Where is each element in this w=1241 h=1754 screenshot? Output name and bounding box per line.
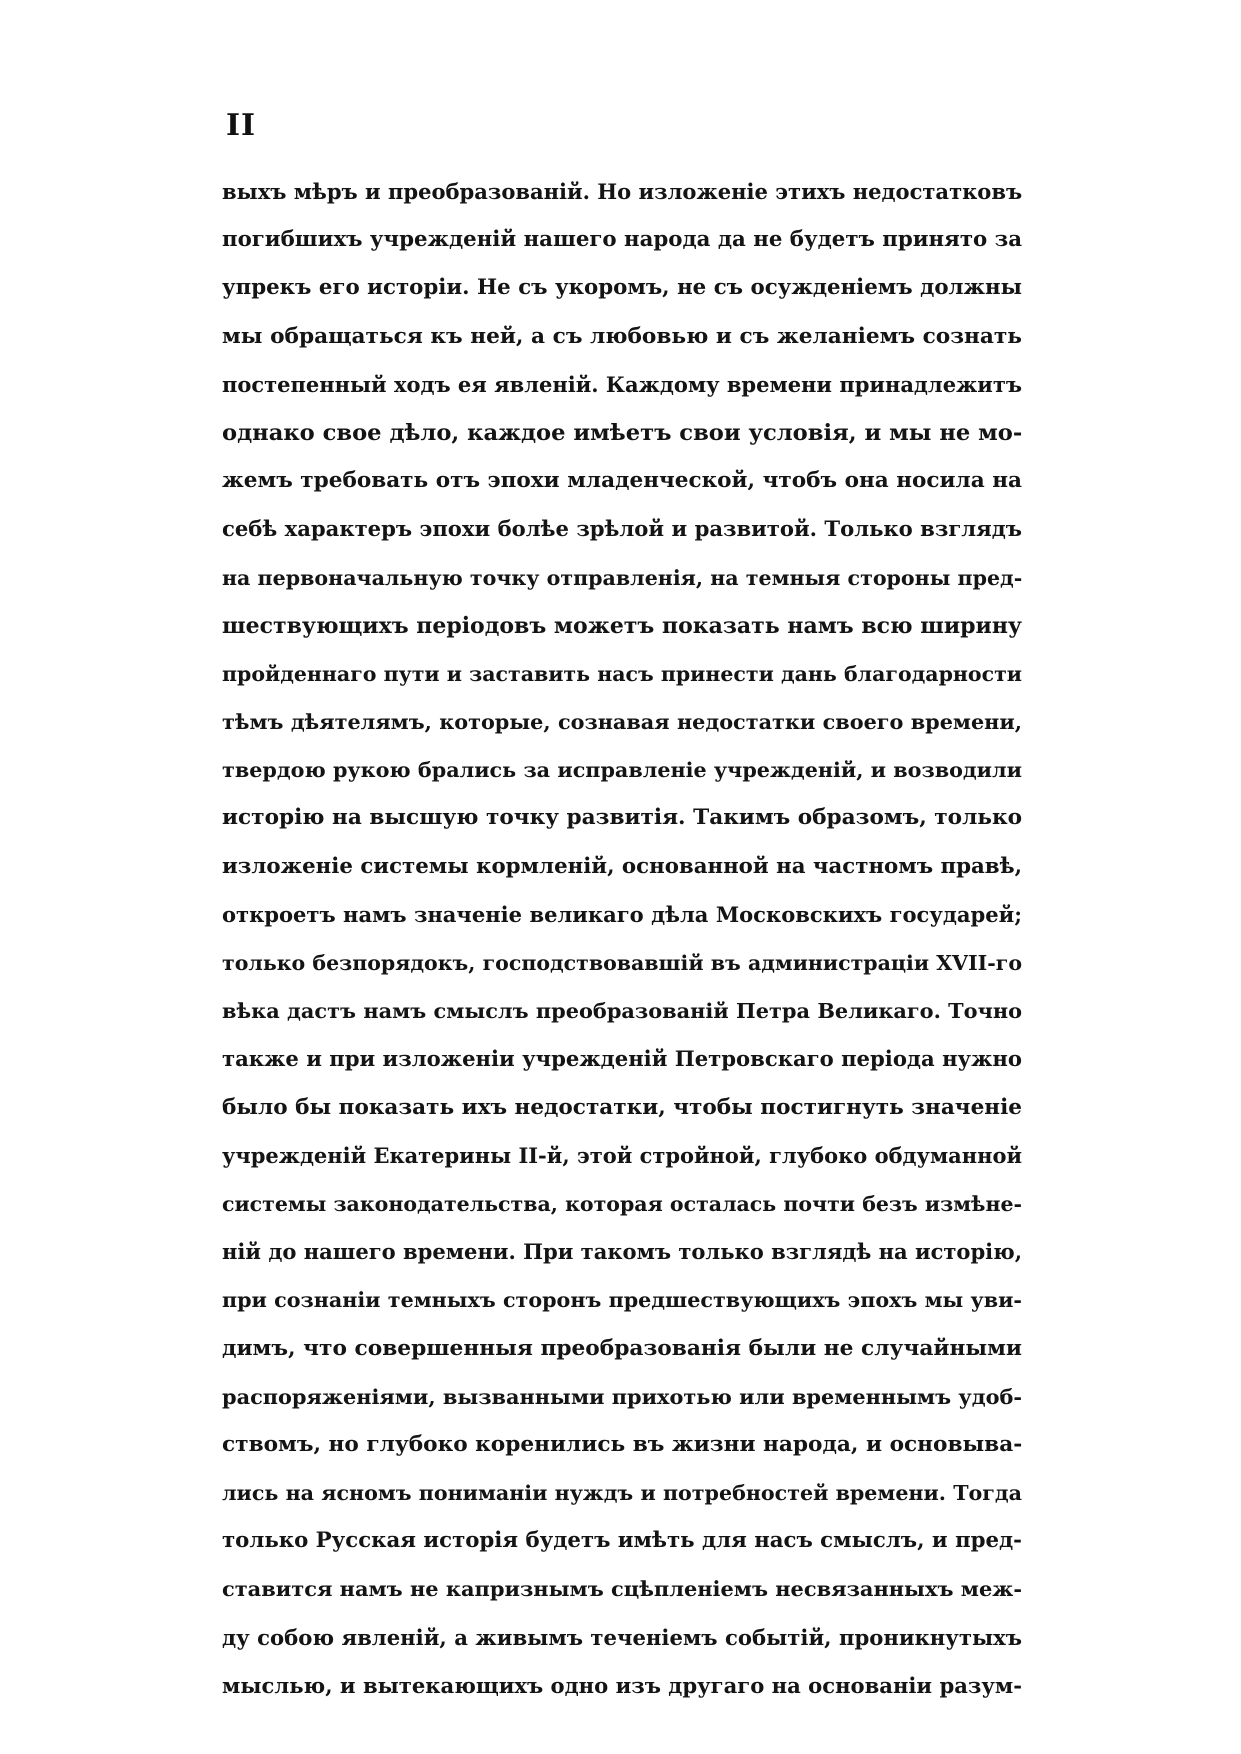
text-line: лись на ясномъ пониманіи нуждъ и потребностей времени. Тогда (222, 1481, 1022, 1506)
text-line: упрекъ его исторіи. Не съ укоромъ, не съ осужденіемъ должны (222, 275, 1022, 301)
text-line: выхъ мѣръ и преобразованій. Но изложеніе этихъ недостатковъ (222, 179, 1022, 204)
text-line: также и при изложеніи учрежденій Петровскаго періода нужно (222, 1046, 1022, 1072)
text-line: однако свое дѣло, каждое имѣетъ свои условія, и мы не мо- (222, 419, 1022, 446)
text-line: постепенный ходъ ея явленій. Каждому времени принадлежитъ (222, 371, 1022, 397)
text-line: ду собою явленій, а живымъ теченіемъ событій, проникнутыхъ (222, 1624, 1022, 1650)
text-line: мы обращаться къ ней, а съ любовью и съ желаніемъ сознать (222, 323, 1022, 349)
text-line: погибшихъ учрежденій нашего народа да не будетъ принято за (222, 227, 1022, 253)
text-line: ставится намъ не капризнымъ сцѣпленіемъ несвязанныхъ меж- (222, 1576, 1022, 1602)
text-line: ствомъ, но глубоко коренились въ жизни народа, и основыва- (222, 1431, 1022, 1457)
text-line: себѣ характеръ эпохи болѣе зрѣлой и развитой. Только взглядъ (222, 516, 1022, 542)
page-number: II (226, 108, 257, 143)
text-line: твердою рукою брались за исправленіе учрежденій, и возводили (222, 758, 1022, 783)
text-line: системы законодательства, которая осталась почти безъ измѣне- (222, 1191, 1022, 1216)
text-line: мыслью, и вытекающихъ одно изъ другаго на основаніи разум- (222, 1672, 1022, 1698)
text-line: тѣмъ дѣятелямъ, которые, сознавая недостатки своего времени, (222, 709, 1022, 735)
text-line: ній до нашего времени. При такомъ только взглядѣ на исторію, (222, 1239, 1022, 1265)
text-line: жемъ требовать отъ эпохи младенческой, чтобъ она носила на (222, 468, 1022, 494)
text-line: откроетъ намъ значеніе великаго дѣла Московскихъ государей; (222, 901, 1022, 927)
text-line: димъ, что совершенныя преобразованія были не случайными (222, 1335, 1022, 1361)
text-line: было бы показать ихъ недостатки, чтобы постигнуть значеніе (222, 1094, 1022, 1120)
text-line: распоряженіями, вызванными прихотью или временнымъ удоб- (222, 1383, 1022, 1409)
text-line: на первоначальную точку отправленія, на темныя стороны пред- (222, 565, 1022, 590)
text-line: только безпорядокъ, господствовавшій въ администраціи XVII-го (222, 951, 1022, 975)
text-line: только Русская исторія будетъ имѣть для насъ смыслъ, и пред- (222, 1528, 1022, 1554)
text-line: изложеніе системы кормленій, основанной на частномъ правѣ, (222, 853, 1022, 879)
text-line: шествующихъ періодовъ можетъ показать намъ всю ширину (222, 612, 1022, 639)
text-line: учрежденій Екатерины II-й, этой стройной, глубоко обдуманной (222, 1142, 1022, 1168)
body-text (222, 168, 1022, 1710)
text-line: вѣка дастъ намъ смыслъ преобразованій Петра Великаго. Точно (222, 998, 1022, 1024)
text-line: исторію на высшую точку развитія. Такимъ образомъ, только (222, 805, 1022, 831)
text-line: пройденнаго пути и заставить насъ принести дань благодарности (222, 661, 1022, 686)
text-line: при сознаніи темныхъ сторонъ предшествующихъ эпохъ мы уви- (222, 1288, 1022, 1313)
